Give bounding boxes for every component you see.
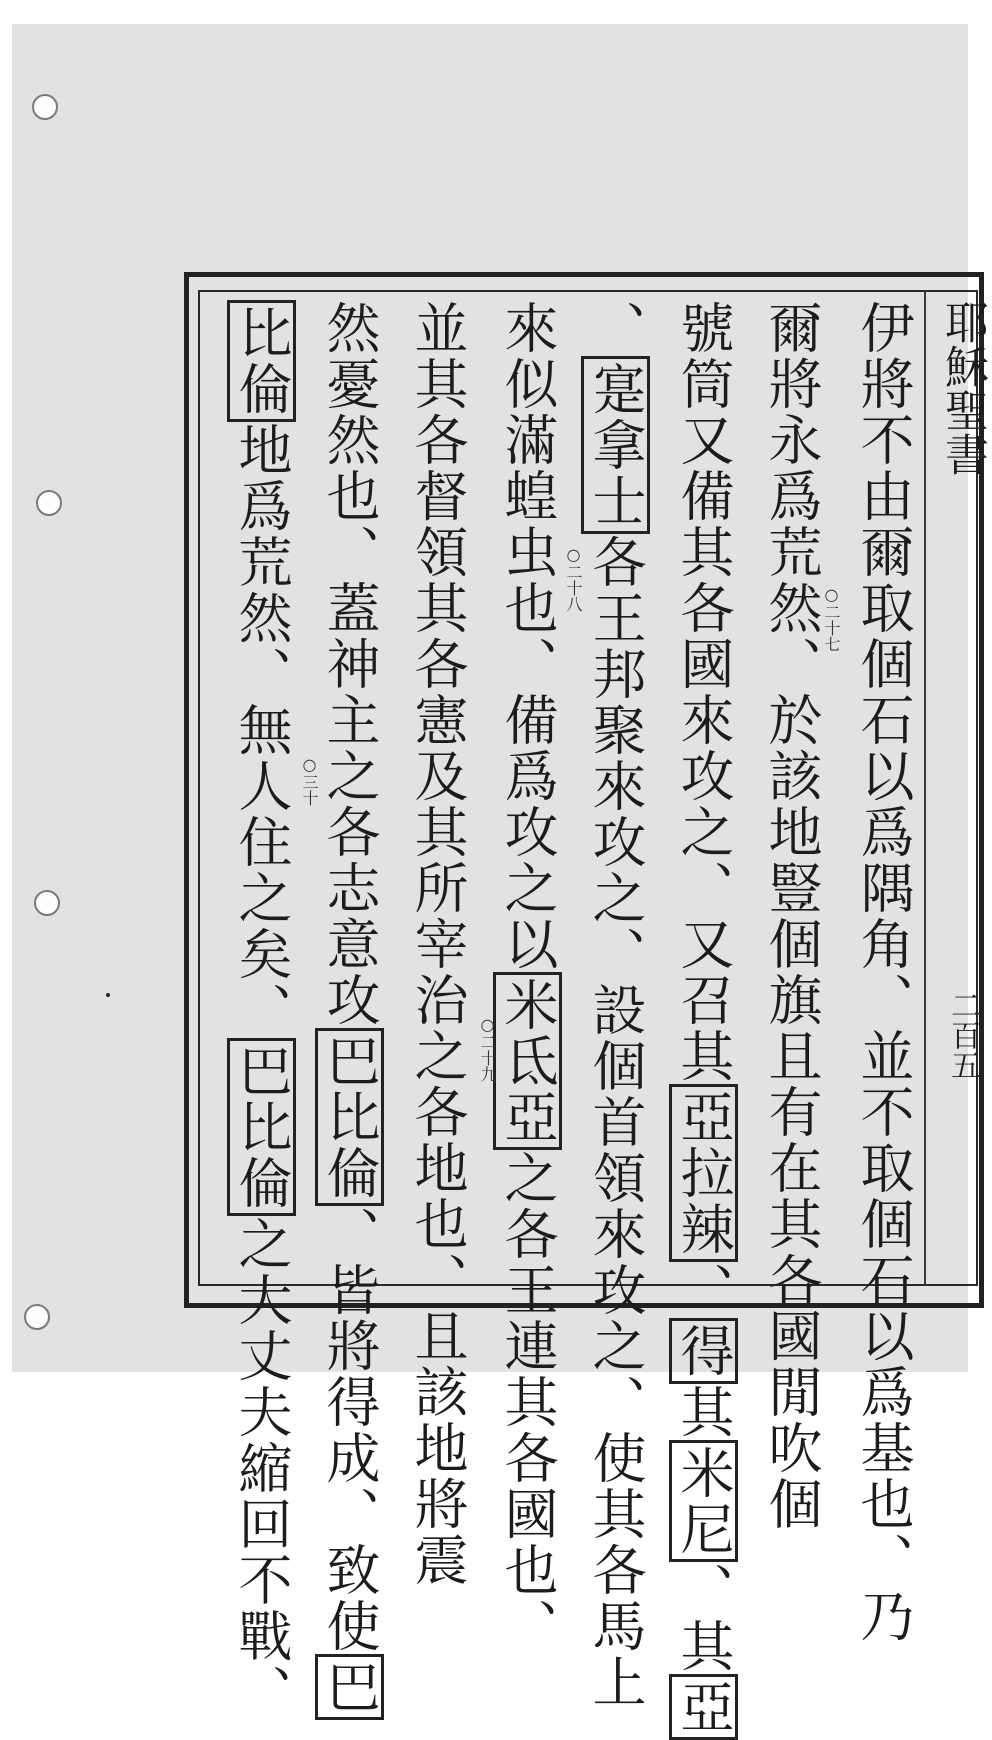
proper-name-box: 比倫 — [227, 300, 296, 422]
text-column — [318, 300, 380, 1720]
text-column — [852, 300, 914, 1644]
text-run: 號筒又備其各國來攻之、又召其 — [672, 300, 735, 1084]
text-run: 、 — [672, 1262, 735, 1318]
text-run: 、皆將得成、致使 — [318, 1206, 381, 1654]
text-run: 爾將永爲荒然、於該地豎個旗且有在其各國閒吹個 — [760, 300, 823, 1532]
proper-name-box: 亞拉辣 — [669, 1084, 738, 1262]
text-run: 伊將不由爾取個石以爲隅角、並不取個石以爲基也、乃 — [852, 300, 915, 1644]
proper-name-box: 巴比倫 — [227, 1038, 296, 1216]
text-run: 並其各督領其各憲及其所宰治之各地也、且該地將震 — [406, 300, 469, 1588]
proper-name-box: 亞 — [669, 1674, 738, 1740]
speck — [106, 993, 110, 997]
text-run: 其 — [672, 1384, 735, 1440]
text-run: 、 — [584, 300, 647, 356]
proper-name-box: 米尼 — [669, 1440, 738, 1562]
column-rule — [924, 292, 926, 1284]
verse-marker: ○二十七 — [822, 585, 841, 652]
text-run: 然憂然也、蓋神主之各志意攻 — [318, 300, 381, 1028]
proper-name-box: 米氐亞 — [493, 972, 562, 1150]
verse-marker: ○三十 — [300, 755, 319, 806]
text-run: 地爲荒然、無人住之矣、 — [230, 422, 293, 1038]
page-number: 二百五 — [945, 990, 980, 1080]
text-column — [230, 300, 292, 1720]
binder-hole — [24, 1304, 50, 1330]
binder-hole — [34, 890, 60, 916]
proper-name-box: 巴 — [315, 1654, 384, 1720]
text-run: 各王邦聚來攻之、設個首領來攻之、使其各馬上 — [584, 534, 647, 1710]
side-title: 耶穌聖書 — [937, 300, 988, 476]
text-run: 之大丈夫縮回不戰、 — [230, 1216, 293, 1720]
text-run: 、其 — [672, 1562, 735, 1674]
proper-name-box: 得 — [669, 1318, 738, 1384]
verse-marker: ○二十九 — [478, 1015, 497, 1082]
verse-marker: ○二十八 — [564, 545, 583, 612]
text-column — [584, 300, 646, 1710]
text-column — [496, 300, 558, 1654]
text-run: 來似滿蝗虫也、備爲攻之以 — [496, 300, 559, 972]
proper-name-box: 寔拿士 — [581, 356, 650, 534]
text-column — [406, 300, 468, 1588]
binder-hole — [36, 490, 62, 516]
text-column — [760, 300, 822, 1532]
proper-name-box: 巴比倫 — [315, 1028, 384, 1206]
text-run: 之各王連其各國也、 — [496, 1150, 559, 1654]
binder-hole — [32, 94, 58, 120]
text-column — [672, 300, 734, 1740]
